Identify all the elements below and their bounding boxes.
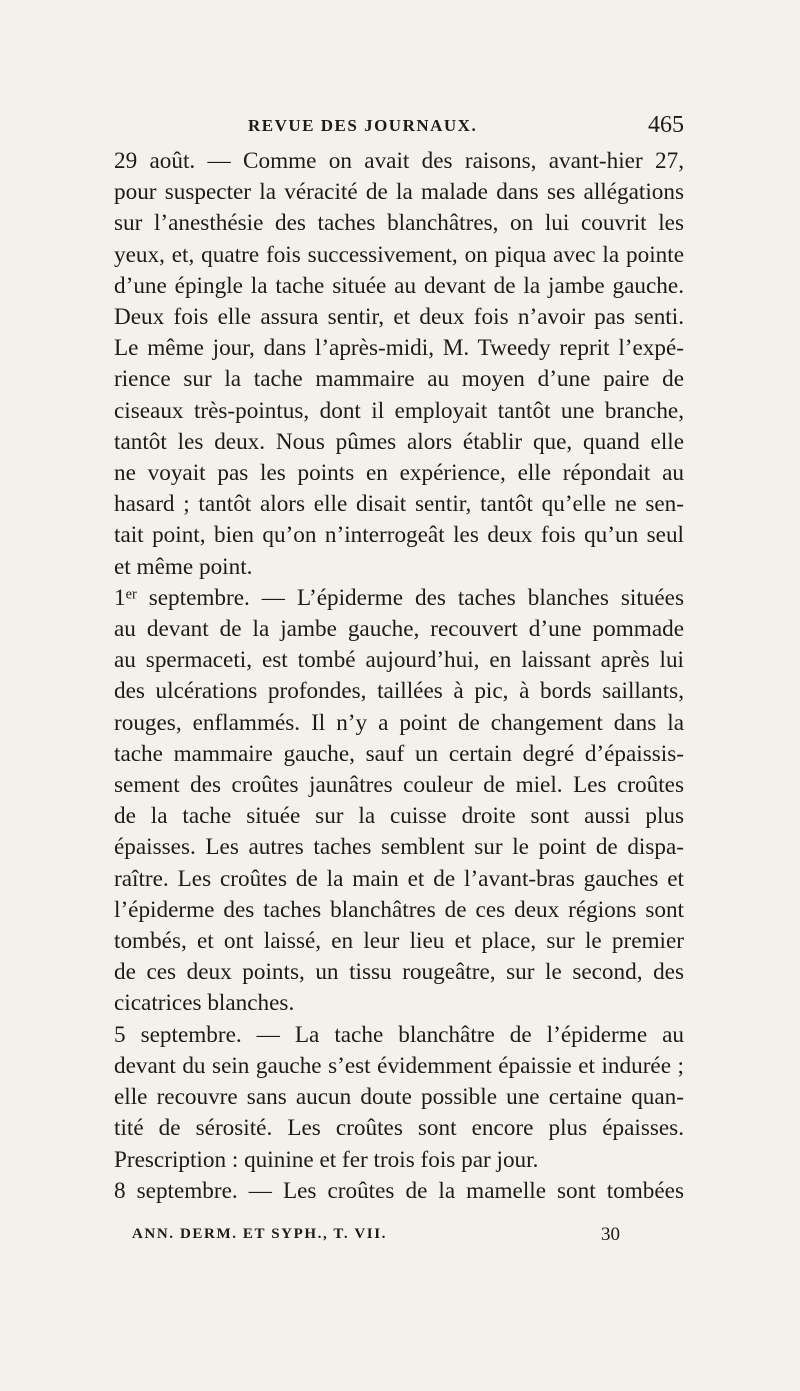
text-line: l’épiderme des taches blanchâtres de ces deux régions sont xyxy=(114,896,684,923)
text-line: tité de sérosité. Les croûtes sont encore plus épaisses. xyxy=(114,1115,684,1142)
signature-number: 30 xyxy=(601,1224,620,1245)
text-line-first-september xyxy=(114,583,684,614)
date-day: 1 xyxy=(114,584,126,611)
text-line: au devant de la jambe gauche, recouvert d’une pommade xyxy=(114,616,684,643)
text-line: tache mammaire gauche, sauf un certain degré d’épaissis- xyxy=(114,740,684,767)
text-line: Deux fois elle assura sentir, et deux fois n’avoir pas senti. xyxy=(114,304,684,331)
text-line: Prescription : quinine et fer trois fois par jour. xyxy=(114,1146,539,1173)
text-line: au spermaceti, est tombé aujourd’hui, en laissant après lui xyxy=(114,647,684,674)
text-line: de ces deux points, un tissu rougeâtre, sur le second, des xyxy=(114,959,684,986)
text-line: ciseaux très-pointus, dont il employait tantôt une branche, xyxy=(114,397,684,424)
text-line: des ulcérations profondes, taillées à pic, à bords saillants, xyxy=(114,678,684,705)
text-line: pour suspecter la véracité de la malade dans ses allégations xyxy=(114,179,684,206)
text-line: tait point, bien qu’on n’interrogeât les deux fois qu’un seul xyxy=(114,522,684,549)
ordinal-suffix: er xyxy=(125,586,137,603)
text-line: elle recouvre sans aucun doute possible une certaine quan- xyxy=(114,1084,684,1111)
text-line: ne voyait pas les points en expérience, elle répondait au xyxy=(114,460,684,487)
date-rest: septembre. — L’épiderme des taches blanches situées xyxy=(136,584,684,611)
text-line: cicatrices blanches. xyxy=(114,990,295,1017)
running-head xyxy=(248,112,684,140)
text-line: raître. Les croûtes de la main et de l’avant-bras gauches et xyxy=(114,865,684,892)
text-line: épaisses. Les autres taches semblent sur le point de dispa- xyxy=(114,834,684,861)
text-line: hasard ; tantôt alors elle disait sentir, tantôt qu’elle ne sen- xyxy=(114,491,684,518)
text-line: yeux, et, quatre fois successivement, on piqua avec la pointe xyxy=(114,241,684,268)
text-line: sur l’anesthésie des taches blanchâtres, on lui couvrit les xyxy=(114,210,684,237)
text-line: Le même jour, dans l’après-midi, M. Tweedy reprit l’expé- xyxy=(114,335,684,362)
text-line: rouges, enflammés. Il n’y a point de changement dans la xyxy=(114,709,684,736)
page-number: 465 xyxy=(648,112,684,138)
text-line: de la tache située sur la cuisse droite sont aussi plus xyxy=(114,803,684,830)
text-line: tantôt les deux. Nous pûmes alors établir que, quand elle xyxy=(114,428,684,455)
text-line: sement des croûtes jaunâtres couleur de miel. Les croûtes xyxy=(114,772,684,799)
text-line: tombés, et ont laissé, en leur lieu et place, sur le premier xyxy=(114,928,684,955)
text-line: d’une épingle la tache située au devant de la jambe gauche. xyxy=(114,272,684,299)
text-line: 8 septembre. — Les croûtes de la mamelle sont tombées xyxy=(114,1177,684,1204)
text-line: devant du sein gauche s’est évidemment épaissie et indurée ; xyxy=(114,1052,684,1079)
running-title: REVUE DES JOURNAUX. xyxy=(248,116,478,135)
text-line: rience sur la tache mammaire au moyen d’une paire de xyxy=(114,366,684,393)
text-line: 5 septembre. — La tache blanchâtre de l’épiderme au xyxy=(114,1021,684,1048)
body-text xyxy=(114,146,684,1207)
text-line: 29 août. — Comme on avait des raisons, avant-hier 27, xyxy=(114,148,684,174)
journal-signature: ANN. DERM. ET SYPH., T. VII. xyxy=(132,1226,387,1242)
page-footer xyxy=(132,1226,620,1248)
text-line: et même point. xyxy=(114,553,253,580)
